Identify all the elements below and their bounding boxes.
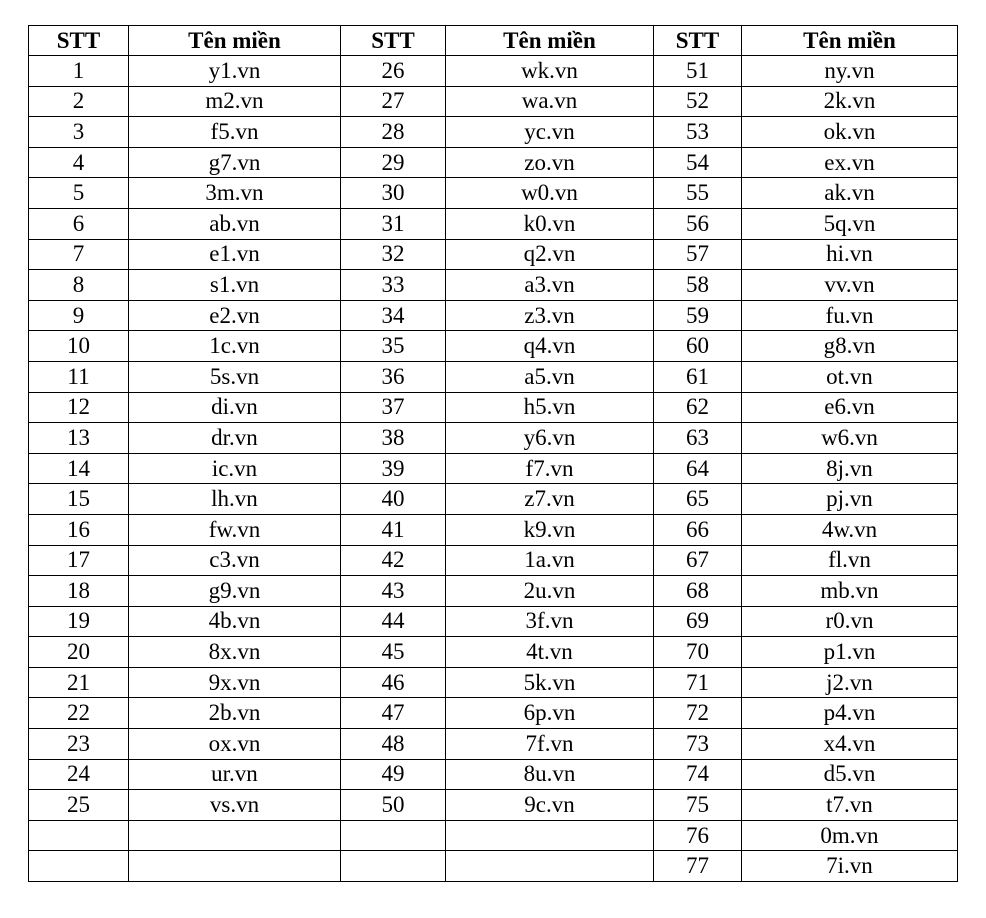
domain-cell xyxy=(129,820,341,851)
stt-cell: 34 xyxy=(341,300,446,331)
domain-cell: 4t.vn xyxy=(446,637,654,668)
domain-cell: 3f.vn xyxy=(446,606,654,637)
table-row xyxy=(29,759,958,790)
stt-cell: 46 xyxy=(341,667,446,698)
stt-cell: 66 xyxy=(654,514,742,545)
stt-cell: 42 xyxy=(341,545,446,576)
domain-cell: a3.vn xyxy=(446,270,654,301)
stt-cell: 19 xyxy=(29,606,129,637)
stt-cell: 41 xyxy=(341,514,446,545)
domain-cell: q2.vn xyxy=(446,239,654,270)
domain-cell: 5k.vn xyxy=(446,667,654,698)
table-row xyxy=(29,851,958,882)
stt-cell: 77 xyxy=(654,851,742,882)
header-stt-1: STT xyxy=(29,26,129,56)
domain-cell: 4w.vn xyxy=(742,514,958,545)
domain-cell: zo.vn xyxy=(446,147,654,178)
table-row xyxy=(29,361,958,392)
stt-cell: 5 xyxy=(29,178,129,209)
domain-cell: r0.vn xyxy=(742,606,958,637)
domain-cell: z3.vn xyxy=(446,300,654,331)
table-row xyxy=(29,667,958,698)
stt-cell: 74 xyxy=(654,759,742,790)
stt-cell: 20 xyxy=(29,637,129,668)
domain-cell: di.vn xyxy=(129,392,341,423)
domain-cell: ot.vn xyxy=(742,361,958,392)
stt-cell: 52 xyxy=(654,86,742,117)
domain-cell: f7.vn xyxy=(446,453,654,484)
stt-cell: 38 xyxy=(341,423,446,454)
table-row xyxy=(29,331,958,362)
domain-cell: mb.vn xyxy=(742,576,958,607)
stt-cell: 62 xyxy=(654,392,742,423)
stt-cell: 76 xyxy=(654,820,742,851)
domain-cell: lh.vn xyxy=(129,484,341,515)
stt-cell: 36 xyxy=(341,361,446,392)
domain-cell: hi.vn xyxy=(742,239,958,270)
domain-cell: 8u.vn xyxy=(446,759,654,790)
domain-cell: wk.vn xyxy=(446,56,654,87)
stt-cell: 43 xyxy=(341,576,446,607)
stt-cell: 69 xyxy=(654,606,742,637)
stt-cell: 4 xyxy=(29,147,129,178)
stt-cell: 8 xyxy=(29,270,129,301)
domain-cell: 8j.vn xyxy=(742,453,958,484)
stt-cell: 24 xyxy=(29,759,129,790)
stt-cell: 68 xyxy=(654,576,742,607)
domain-cell: 2u.vn xyxy=(446,576,654,607)
domain-cell: ox.vn xyxy=(129,729,341,760)
stt-cell: 72 xyxy=(654,698,742,729)
stt-cell: 48 xyxy=(341,729,446,760)
stt-cell: 67 xyxy=(654,545,742,576)
domain-cell: 1a.vn xyxy=(446,545,654,576)
table-row xyxy=(29,300,958,331)
domain-cell: s1.vn xyxy=(129,270,341,301)
stt-cell: 40 xyxy=(341,484,446,515)
stt-cell: 54 xyxy=(654,147,742,178)
stt-cell: 37 xyxy=(341,392,446,423)
domain-cell: 1c.vn xyxy=(129,331,341,362)
domain-cell: f5.vn xyxy=(129,117,341,148)
stt-cell: 65 xyxy=(654,484,742,515)
domain-cell: w6.vn xyxy=(742,423,958,454)
stt-cell: 29 xyxy=(341,147,446,178)
domain-cell: g7.vn xyxy=(129,147,341,178)
domain-cell: 0m.vn xyxy=(742,820,958,851)
stt-cell: 39 xyxy=(341,453,446,484)
table-row xyxy=(29,820,958,851)
stt-cell xyxy=(341,851,446,882)
table-body xyxy=(29,56,958,882)
domain-cell: 7i.vn xyxy=(742,851,958,882)
table-row xyxy=(29,392,958,423)
domain-cell: 6p.vn xyxy=(446,698,654,729)
table-row xyxy=(29,147,958,178)
domain-cell: vv.vn xyxy=(742,270,958,301)
stt-cell: 15 xyxy=(29,484,129,515)
stt-cell: 71 xyxy=(654,667,742,698)
stt-cell: 3 xyxy=(29,117,129,148)
table-row xyxy=(29,637,958,668)
stt-cell xyxy=(341,820,446,851)
domain-cell: e1.vn xyxy=(129,239,341,270)
stt-cell: 22 xyxy=(29,698,129,729)
stt-cell: 47 xyxy=(341,698,446,729)
stt-cell: 64 xyxy=(654,453,742,484)
table-row xyxy=(29,56,958,87)
stt-cell: 63 xyxy=(654,423,742,454)
domain-cell: dr.vn xyxy=(129,423,341,454)
stt-cell: 51 xyxy=(654,56,742,87)
stt-cell: 55 xyxy=(654,178,742,209)
domain-cell: 3m.vn xyxy=(129,178,341,209)
header-domain-2: Tên miền xyxy=(446,26,654,56)
stt-cell: 31 xyxy=(341,208,446,239)
domain-cell: vs.vn xyxy=(129,790,341,821)
table-row xyxy=(29,208,958,239)
domain-cell: fw.vn xyxy=(129,514,341,545)
domain-table xyxy=(28,25,958,882)
domain-cell: fl.vn xyxy=(742,545,958,576)
domain-cell: 7f.vn xyxy=(446,729,654,760)
stt-cell: 6 xyxy=(29,208,129,239)
stt-cell: 49 xyxy=(341,759,446,790)
domain-cell: pj.vn xyxy=(742,484,958,515)
stt-cell: 16 xyxy=(29,514,129,545)
table-row xyxy=(29,117,958,148)
domain-cell: p1.vn xyxy=(742,637,958,668)
table-row xyxy=(29,239,958,270)
table-row xyxy=(29,606,958,637)
stt-cell: 44 xyxy=(341,606,446,637)
domain-cell xyxy=(446,851,654,882)
stt-cell: 12 xyxy=(29,392,129,423)
header-stt-3: STT xyxy=(654,26,742,56)
header-stt-2: STT xyxy=(341,26,446,56)
domain-cell: ak.vn xyxy=(742,178,958,209)
domain-cell: x4.vn xyxy=(742,729,958,760)
domain-cell xyxy=(446,820,654,851)
table-row xyxy=(29,545,958,576)
domain-cell: ex.vn xyxy=(742,147,958,178)
stt-cell: 73 xyxy=(654,729,742,760)
stt-cell: 45 xyxy=(341,637,446,668)
domain-cell: k0.vn xyxy=(446,208,654,239)
domain-cell: c3.vn xyxy=(129,545,341,576)
stt-cell: 70 xyxy=(654,637,742,668)
domain-cell: t7.vn xyxy=(742,790,958,821)
domain-cell: g8.vn xyxy=(742,331,958,362)
stt-cell: 11 xyxy=(29,361,129,392)
stt-cell: 50 xyxy=(341,790,446,821)
table-row xyxy=(29,453,958,484)
stt-cell: 17 xyxy=(29,545,129,576)
stt-cell: 25 xyxy=(29,790,129,821)
stt-cell: 57 xyxy=(654,239,742,270)
domain-cell: ic.vn xyxy=(129,453,341,484)
domain-cell: 9x.vn xyxy=(129,667,341,698)
domain-cell: a5.vn xyxy=(446,361,654,392)
stt-cell: 60 xyxy=(654,331,742,362)
table-row xyxy=(29,729,958,760)
domain-cell: 2b.vn xyxy=(129,698,341,729)
table-row xyxy=(29,423,958,454)
domain-cell: ur.vn xyxy=(129,759,341,790)
domain-cell: yc.vn xyxy=(446,117,654,148)
domain-cell: z7.vn xyxy=(446,484,654,515)
domain-cell: fu.vn xyxy=(742,300,958,331)
domain-cell: g9.vn xyxy=(129,576,341,607)
stt-cell: 33 xyxy=(341,270,446,301)
stt-cell: 32 xyxy=(341,239,446,270)
stt-cell xyxy=(29,820,129,851)
stt-cell: 21 xyxy=(29,667,129,698)
table-row xyxy=(29,270,958,301)
domain-cell: 9c.vn xyxy=(446,790,654,821)
domain-cell: 2k.vn xyxy=(742,86,958,117)
domain-cell: p4.vn xyxy=(742,698,958,729)
stt-cell: 1 xyxy=(29,56,129,87)
table-row xyxy=(29,698,958,729)
header-domain-1: Tên miền xyxy=(129,26,341,56)
domain-cell: e6.vn xyxy=(742,392,958,423)
stt-cell: 13 xyxy=(29,423,129,454)
domain-cell: 8x.vn xyxy=(129,637,341,668)
table-row xyxy=(29,514,958,545)
domain-cell: m2.vn xyxy=(129,86,341,117)
stt-cell: 61 xyxy=(654,361,742,392)
stt-cell: 26 xyxy=(341,56,446,87)
domain-cell: ny.vn xyxy=(742,56,958,87)
stt-cell: 35 xyxy=(341,331,446,362)
stt-cell: 59 xyxy=(654,300,742,331)
domain-cell: 4b.vn xyxy=(129,606,341,637)
stt-cell: 23 xyxy=(29,729,129,760)
stt-cell: 53 xyxy=(654,117,742,148)
stt-cell: 56 xyxy=(654,208,742,239)
domain-cell: 5q.vn xyxy=(742,208,958,239)
stt-cell: 75 xyxy=(654,790,742,821)
header-row xyxy=(29,26,958,56)
domain-cell: k9.vn xyxy=(446,514,654,545)
domain-cell xyxy=(129,851,341,882)
stt-cell: 27 xyxy=(341,86,446,117)
stt-cell: 7 xyxy=(29,239,129,270)
domain-cell: y1.vn xyxy=(129,56,341,87)
stt-cell xyxy=(29,851,129,882)
stt-cell: 14 xyxy=(29,453,129,484)
domain-cell: j2.vn xyxy=(742,667,958,698)
domain-cell: w0.vn xyxy=(446,178,654,209)
stt-cell: 28 xyxy=(341,117,446,148)
stt-cell: 2 xyxy=(29,86,129,117)
stt-cell: 9 xyxy=(29,300,129,331)
table-row xyxy=(29,178,958,209)
stt-cell: 10 xyxy=(29,331,129,362)
stt-cell: 58 xyxy=(654,270,742,301)
table-row xyxy=(29,86,958,117)
domain-cell: y6.vn xyxy=(446,423,654,454)
domain-cell: q4.vn xyxy=(446,331,654,362)
stt-cell: 18 xyxy=(29,576,129,607)
header-domain-3: Tên miền xyxy=(742,26,958,56)
domain-cell: ab.vn xyxy=(129,208,341,239)
table-row xyxy=(29,576,958,607)
table-row xyxy=(29,484,958,515)
domain-cell: ok.vn xyxy=(742,117,958,148)
domain-cell: 5s.vn xyxy=(129,361,341,392)
domain-cell: d5.vn xyxy=(742,759,958,790)
domain-cell: e2.vn xyxy=(129,300,341,331)
domain-cell: h5.vn xyxy=(446,392,654,423)
table-row xyxy=(29,790,958,821)
stt-cell: 30 xyxy=(341,178,446,209)
domain-cell: wa.vn xyxy=(446,86,654,117)
